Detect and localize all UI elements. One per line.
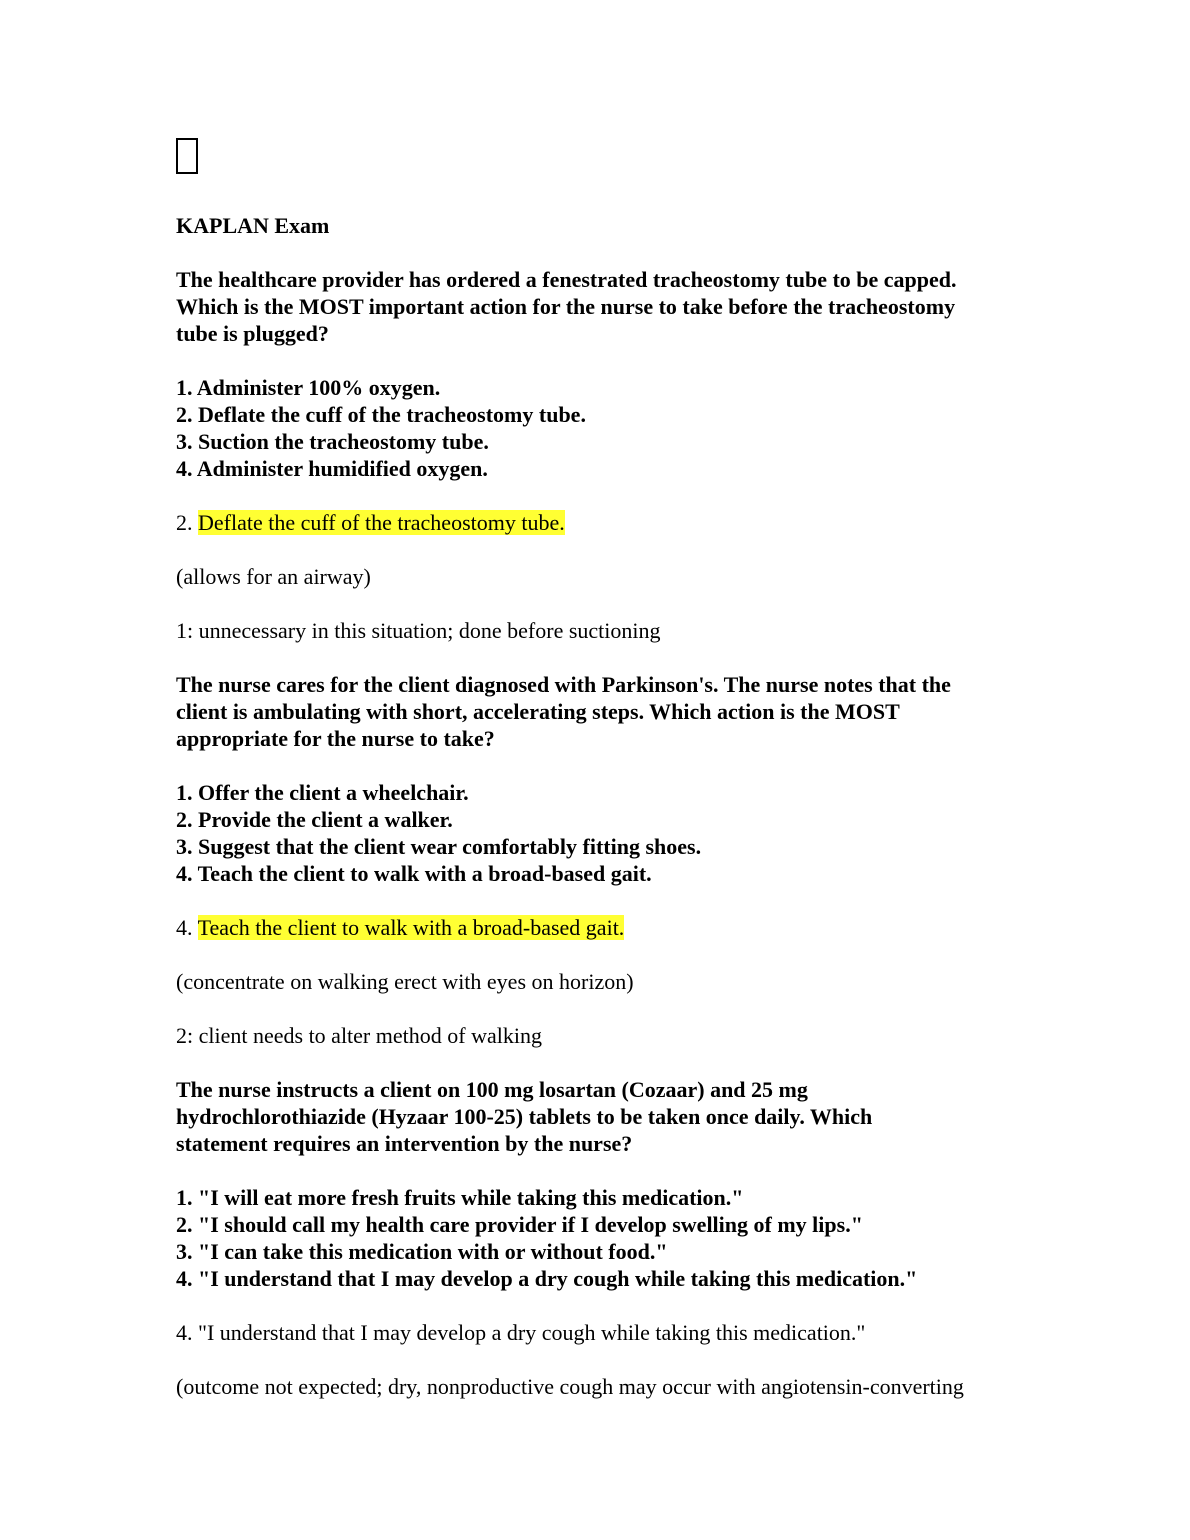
distractor-note: 1: unnecessary in this situation; done before suctioning bbox=[176, 618, 661, 643]
question-stem-line: The nurse cares for the client diagnosed with Parkinson's. The nurse notes that the bbox=[176, 672, 951, 697]
question-1 bbox=[176, 266, 1046, 671]
answer-option: 3. "I can take this medication with or without food." bbox=[176, 1239, 668, 1264]
correct-answer bbox=[176, 914, 1046, 941]
answer-option: 1. Administer 100% oxygen. bbox=[176, 375, 441, 400]
answer-number: 2. bbox=[176, 510, 198, 535]
question-stem-line: The nurse instructs a client on 100 mg losartan (Cozaar) and 25 mg bbox=[176, 1077, 808, 1102]
rationale: (allows for an airway) bbox=[176, 564, 371, 589]
document-title: KAPLAN Exam bbox=[176, 213, 330, 238]
answer-option: 3. Suction the tracheostomy tube. bbox=[176, 429, 489, 454]
checkbox-icon bbox=[176, 138, 198, 174]
answer-option: 2. Deflate the cuff of the tracheostomy tube. bbox=[176, 402, 586, 427]
answer-option: 1. Offer the client a wheelchair. bbox=[176, 780, 469, 805]
question-stem-line: tube is plugged? bbox=[176, 321, 329, 346]
correct-answer: 4. "I understand that I may develop a dry cough while taking this medication." bbox=[176, 1320, 866, 1345]
question-3 bbox=[176, 1076, 1046, 1400]
document-page bbox=[176, 138, 1046, 1400]
highlighted-answer: Deflate the cuff of the tracheostomy tube. bbox=[198, 510, 565, 535]
question-stem-line: statement requires an intervention by the nurse? bbox=[176, 1131, 633, 1156]
answer-option: 4. Teach the client to walk with a broad-based gait. bbox=[176, 861, 652, 886]
answer-option: 4. Administer humidified oxygen. bbox=[176, 456, 488, 481]
distractor-note: 2: client needs to alter method of walking bbox=[176, 1023, 542, 1048]
question-2 bbox=[176, 671, 1046, 1076]
answer-option: 3. Suggest that the client wear comfortably fitting shoes. bbox=[176, 834, 702, 859]
question-stem-line: The healthcare provider has ordered a fenestrated tracheostomy tube to be capped. bbox=[176, 267, 957, 292]
answer-number: 4. bbox=[176, 915, 198, 940]
answer-option: 1. "I will eat more fresh fruits while taking this medication." bbox=[176, 1185, 744, 1210]
answer-option: 4. "I understand that I may develop a dry cough while taking this medication." bbox=[176, 1266, 918, 1291]
correct-answer bbox=[176, 509, 1046, 536]
rationale: (outcome not expected; dry, nonproductive cough may occur with angiotensin-converting bbox=[176, 1374, 964, 1399]
rationale: (concentrate on walking erect with eyes on horizon) bbox=[176, 969, 634, 994]
highlighted-answer: Teach the client to walk with a broad-based gait. bbox=[197, 915, 625, 940]
question-stem-line: hydrochlorothiazide (Hyzaar 100-25) tablets to be taken once daily. Which bbox=[176, 1104, 873, 1129]
answer-option: 2. "I should call my health care provider if I develop swelling of my lips." bbox=[176, 1212, 863, 1237]
question-stem-line: Which is the MOST important action for the nurse to take before the tracheostomy bbox=[176, 294, 956, 319]
question-stem-line: client is ambulating with short, accelerating steps. Which action is the MOST bbox=[176, 699, 900, 724]
answer-option: 2. Provide the client a walker. bbox=[176, 807, 453, 832]
question-stem-line: appropriate for the nurse to take? bbox=[176, 726, 495, 751]
